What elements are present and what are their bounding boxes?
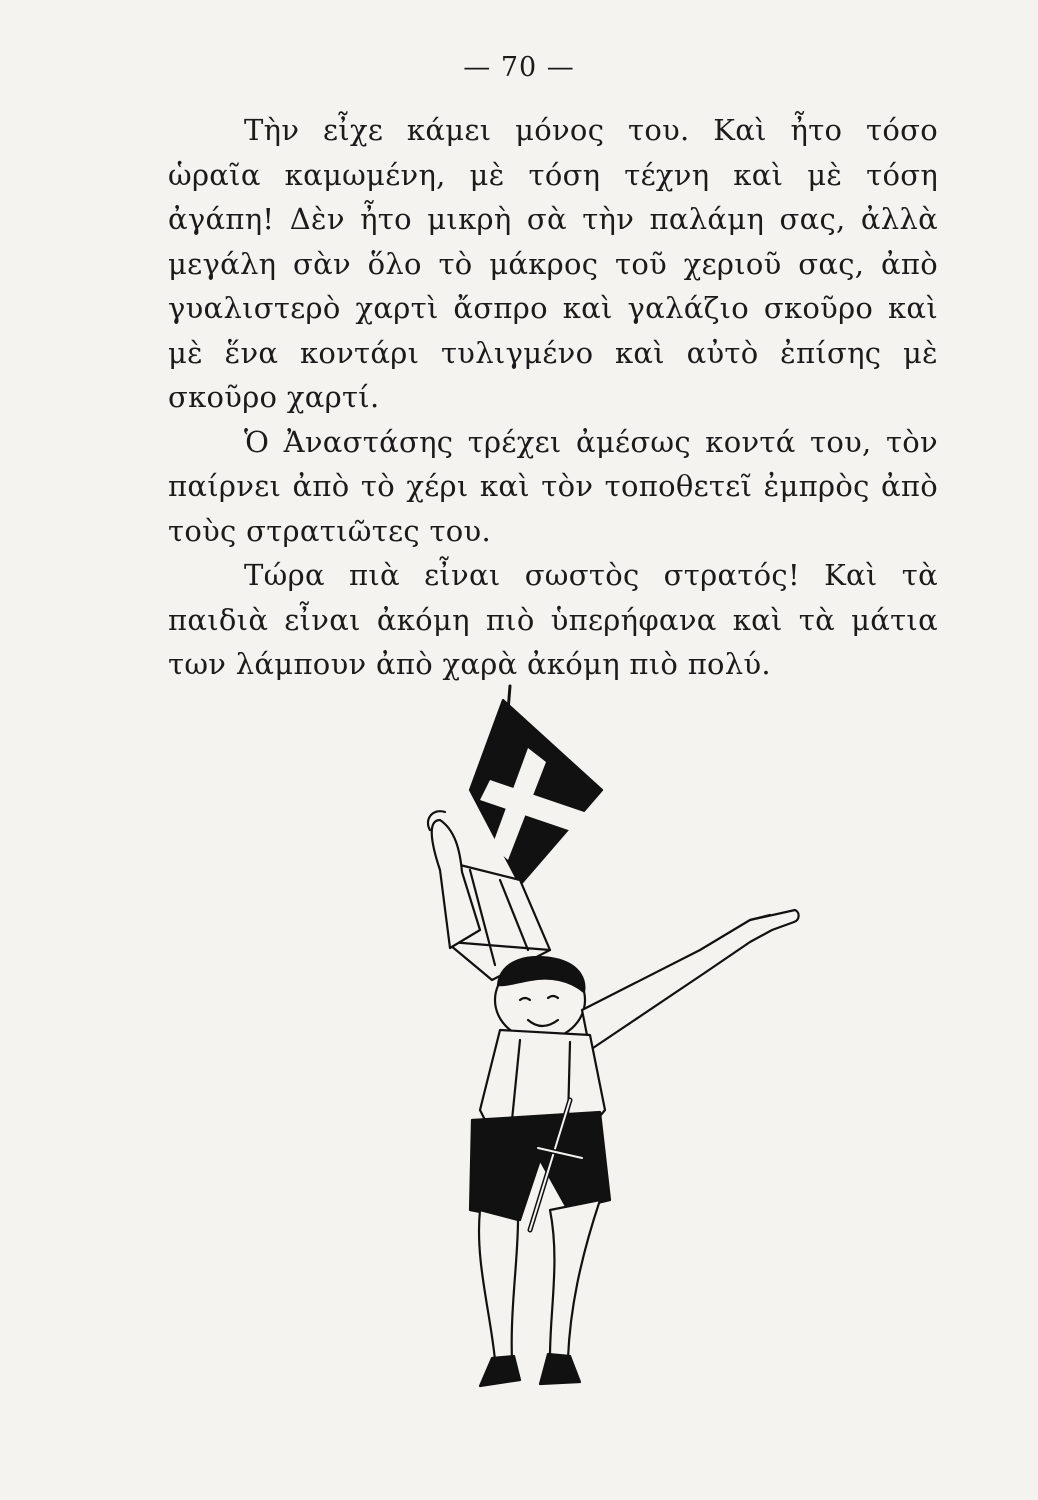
boy-with-flag-drawing (400, 680, 820, 1420)
page-number: — 70 — (463, 52, 575, 83)
pointing-arm (582, 915, 772, 1050)
paragraph-1: Τὴν εἶχε κάμει μόνος του. Καὶ ἦτο τόσο ὡραῖα καμωμένη, μὲ τόση τέχνη καὶ μὲ τόση ἀγάπη! Δὲν ἦτο μικρὴ σὰ τὴν παλάμη σας, ἀλλὰ μεγάλη σὰν ὅλο τὸ μάκρος τοῦ χεριοῦ σας, ἀπὸ γυαλιστερὸ χαρτὶ ἄσπρο καὶ γαλάζιο σκοῦρο καὶ μὲ ἕνα κοντάρι τυλιγμένο καὶ αὐτὸ ἐπίσης μὲ σκοῦρο χαρτί. (168, 113, 938, 414)
boy-with-flag-illustration (400, 680, 820, 1420)
paragraph-2: Ὁ Ἀναστάσης τρέχει ἀμέσως κοντά του, τὸν παίρνει ἀπὸ τὸ χέρι καὶ τὸν τοποθετεῖ ἐμπρὸς ἀπὸ τοὺς στρατιῶτες του. (168, 424, 938, 548)
right-shoe (540, 1354, 580, 1384)
left-shoe (480, 1356, 520, 1386)
body-text (168, 108, 938, 687)
paragraph-3: Τώρα πιὰ εἶναι σωστὸς στρατός! Καὶ τὰ παιδιὰ εἶναι ἀκόμη πιὸ ὑπερήφανα καὶ τὰ μάτια των λάμπουν ἀπὸ χαρὰ ἀκόμη πιὸ πολύ. (168, 558, 938, 681)
left-leg (479, 1210, 518, 1360)
right-leg (550, 1200, 600, 1358)
